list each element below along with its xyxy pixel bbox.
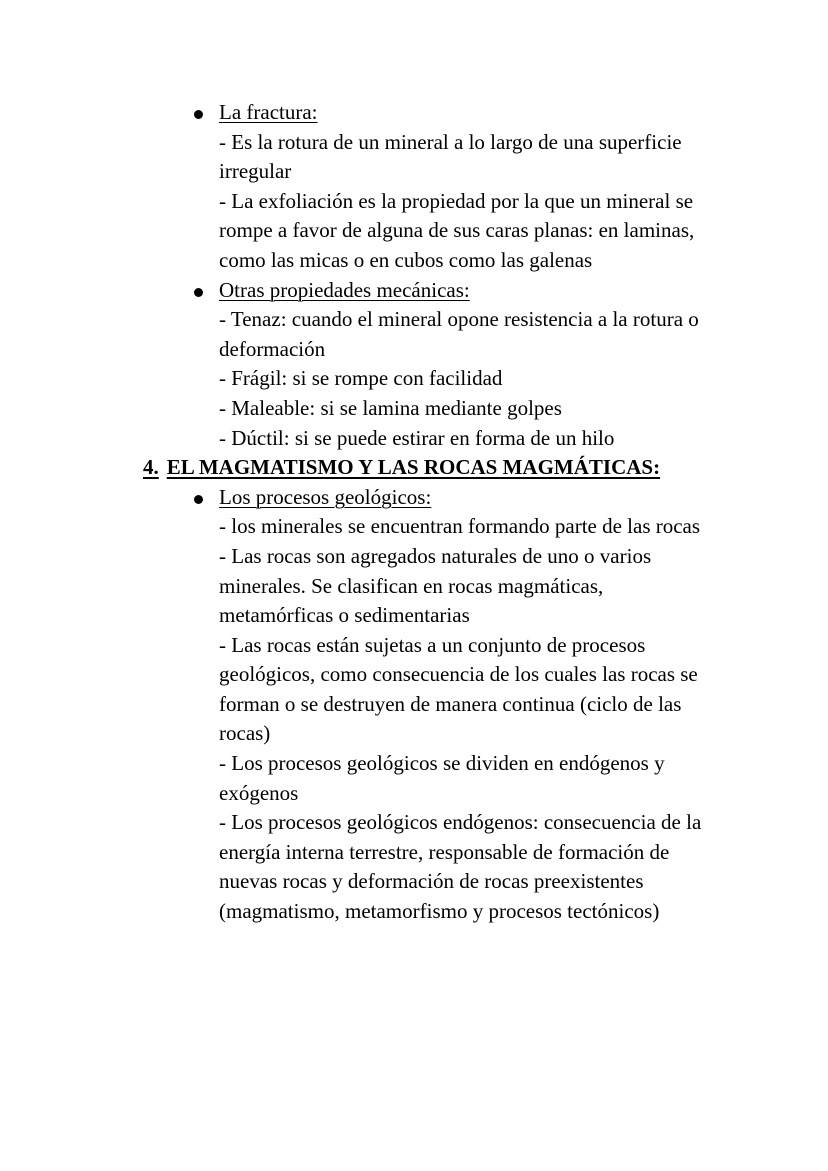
list-item-otras-propiedades (143, 276, 743, 454)
bullet-line: - Las rocas están sujetas a un conjunto de procesos geológicos, como consecuencia de los cuales las rocas se forman o se destruyen de manera continua (ciclo de las rocas) (219, 632, 698, 746)
bullet-line: - Los procesos geológicos se dividen en endógenos y exógenos (219, 751, 665, 805)
bullet-line: - los minerales se encuentran formando parte de las rocas (219, 514, 701, 539)
section-heading (143, 453, 743, 483)
document-content (143, 98, 743, 927)
bullet-icon (194, 288, 203, 297)
bullet-icon (194, 110, 203, 119)
bullet-line: - Las rocas son agregados naturales de uno o varios minerales. Se clasifican en rocas magmáticas, metamórficas o sedimentarias (219, 543, 652, 628)
list-item-procesos-geologicos (143, 483, 743, 927)
bullet-line: - Maleable: si se lamina mediante golpes (219, 395, 562, 420)
section-title: EL MAGMATISMO Y LAS ROCAS MAGMÁTICAS: (166, 455, 661, 480)
bullet-line: - Los procesos geológicos endógenos: consecuencia de la energía interna terrestre, responsable de formación de nuevas rocas y deformación de rocas preexistentes (magmatismo, metamorfismo y procesos tectónicos) (219, 810, 702, 924)
bullet-title: La fractura: (219, 100, 318, 124)
list-item-fractura (143, 98, 743, 276)
section-number: 4. (143, 455, 159, 480)
bullet-line: - Tenaz: cuando el mineral opone resistencia a la rotura o deformación (219, 307, 699, 361)
bullet-line: - Frágil: si se rompe con facilidad (219, 366, 503, 391)
bullet-title: Los procesos geológicos: (219, 484, 432, 509)
bullet-title: Otras propiedades mecánicas: (219, 277, 470, 302)
bullet-icon (194, 495, 203, 504)
bullet-line: - La exfoliación es la propiedad por la que un mineral se rompe a favor de alguna de sus caras planas: en laminas, como las micas o en cubos como las galenas (219, 188, 695, 272)
bullet-line: - Es la rotura de un mineral a lo largo de una superficie irregular (219, 129, 682, 184)
bullet-line: - Dúctil: si se puede estirar en forma de un hilo (219, 425, 615, 450)
